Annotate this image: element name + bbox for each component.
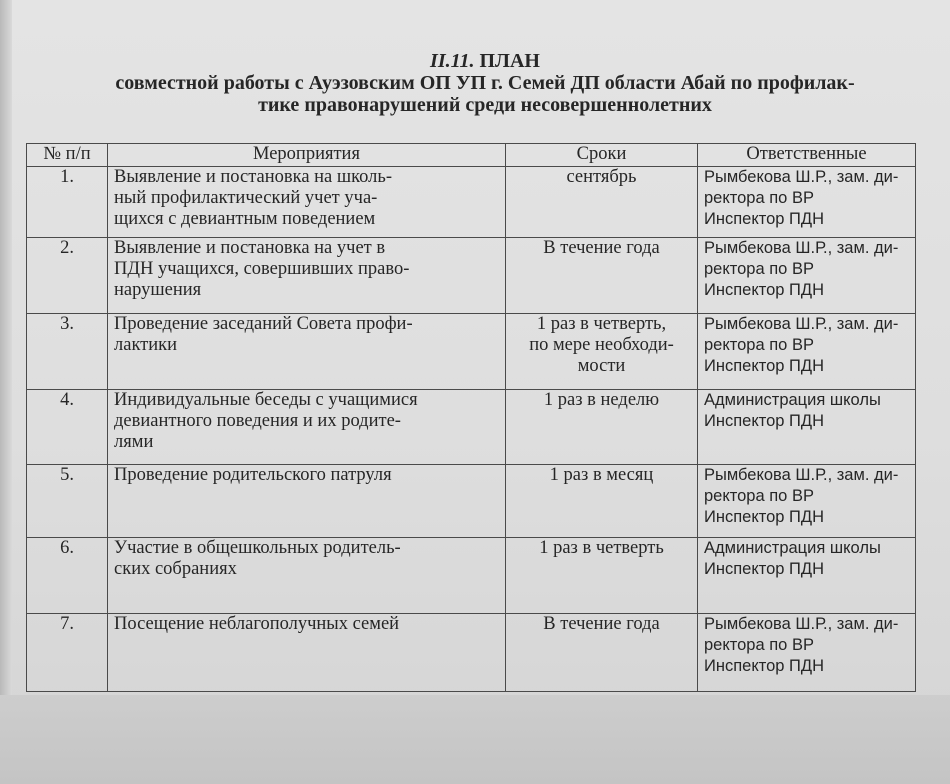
row-number: 5. bbox=[27, 465, 108, 538]
row-responsible: Рымбекова Ш.Р., зам. ди- ректора по ВР Инспектор ПДН bbox=[698, 614, 916, 692]
row-term: 1 раз в четверть, по мере необходи- мости bbox=[506, 314, 698, 390]
row-event: Проведение родительского патруля bbox=[108, 465, 506, 538]
row-term: В течение года bbox=[506, 614, 698, 692]
row-responsible: Администрация школы Инспектор ПДН bbox=[698, 390, 916, 465]
row-number: 3. bbox=[27, 314, 108, 390]
row-responsible: Рымбекова Ш.Р., зам. ди- ректора по ВР Инспектор ПДН bbox=[698, 314, 916, 390]
row-number: 7. bbox=[27, 614, 108, 692]
title-number: II.11. bbox=[430, 50, 475, 72]
header-events: Мероприятия bbox=[108, 144, 506, 167]
row-event: Проведение заседаний Совета профи- лактики bbox=[108, 314, 506, 390]
row-event: Посещение неблагополучных семей bbox=[108, 614, 506, 692]
table-row bbox=[27, 238, 916, 314]
row-responsible: Рымбекова Ш.Р., зам. ди- ректора по ВР Инспектор ПДН bbox=[698, 465, 916, 538]
row-responsible: Администрация школы Инспектор ПДН bbox=[698, 538, 916, 614]
header-number: № п/п bbox=[27, 144, 108, 167]
table-row bbox=[27, 465, 916, 538]
row-number: 4. bbox=[27, 390, 108, 465]
row-number: 1. bbox=[27, 167, 108, 238]
page-bottom-shadow bbox=[0, 695, 950, 784]
header-terms: Сроки bbox=[506, 144, 698, 167]
row-number: 6. bbox=[27, 538, 108, 614]
page-binding-edge bbox=[0, 0, 12, 784]
subtitle-line-2: тике правонарушений среди несовершеннолетних bbox=[258, 94, 712, 116]
table-row bbox=[27, 314, 916, 390]
table-row bbox=[27, 614, 916, 692]
table-row bbox=[27, 538, 916, 614]
plan-table bbox=[26, 143, 916, 692]
row-term: В течение года bbox=[506, 238, 698, 314]
table-header-row bbox=[27, 144, 916, 167]
heading-title-line bbox=[60, 50, 910, 72]
row-event: Выявление и постановка на школь- ный профилактический учет уча- щихся с девиантным поведением bbox=[108, 167, 506, 238]
subtitle-line-1: совместной работы с Ауэзовским ОП УП г. Семей ДП области Абай по профилак- bbox=[115, 72, 855, 94]
row-event: Участие в общешкольных родитель- ских собраниях bbox=[108, 538, 506, 614]
row-responsible: Рымбекова Ш.Р., зам. ди- ректора по ВР Инспектор ПДН bbox=[698, 167, 916, 238]
header-responsible: Ответственные bbox=[698, 144, 916, 167]
row-term: сентябрь bbox=[506, 167, 698, 238]
row-event: Выявление и постановка на учет в ПДН учащихся, совершивших право- нарушения bbox=[108, 238, 506, 314]
row-responsible: Рымбекова Ш.Р., зам. ди- ректора по ВР Инспектор ПДН bbox=[698, 238, 916, 314]
table-row bbox=[27, 167, 916, 238]
table-row bbox=[27, 390, 916, 465]
row-number: 2. bbox=[27, 238, 108, 314]
title-word: ПЛАН bbox=[479, 50, 540, 72]
document-heading bbox=[60, 50, 910, 116]
row-term: 1 раз в четверть bbox=[506, 538, 698, 614]
row-term: 1 раз в неделю bbox=[506, 390, 698, 465]
row-term: 1 раз в месяц bbox=[506, 465, 698, 538]
row-event: Индивидуальные беседы с учащимися девиантного поведения и их родите- лями bbox=[108, 390, 506, 465]
